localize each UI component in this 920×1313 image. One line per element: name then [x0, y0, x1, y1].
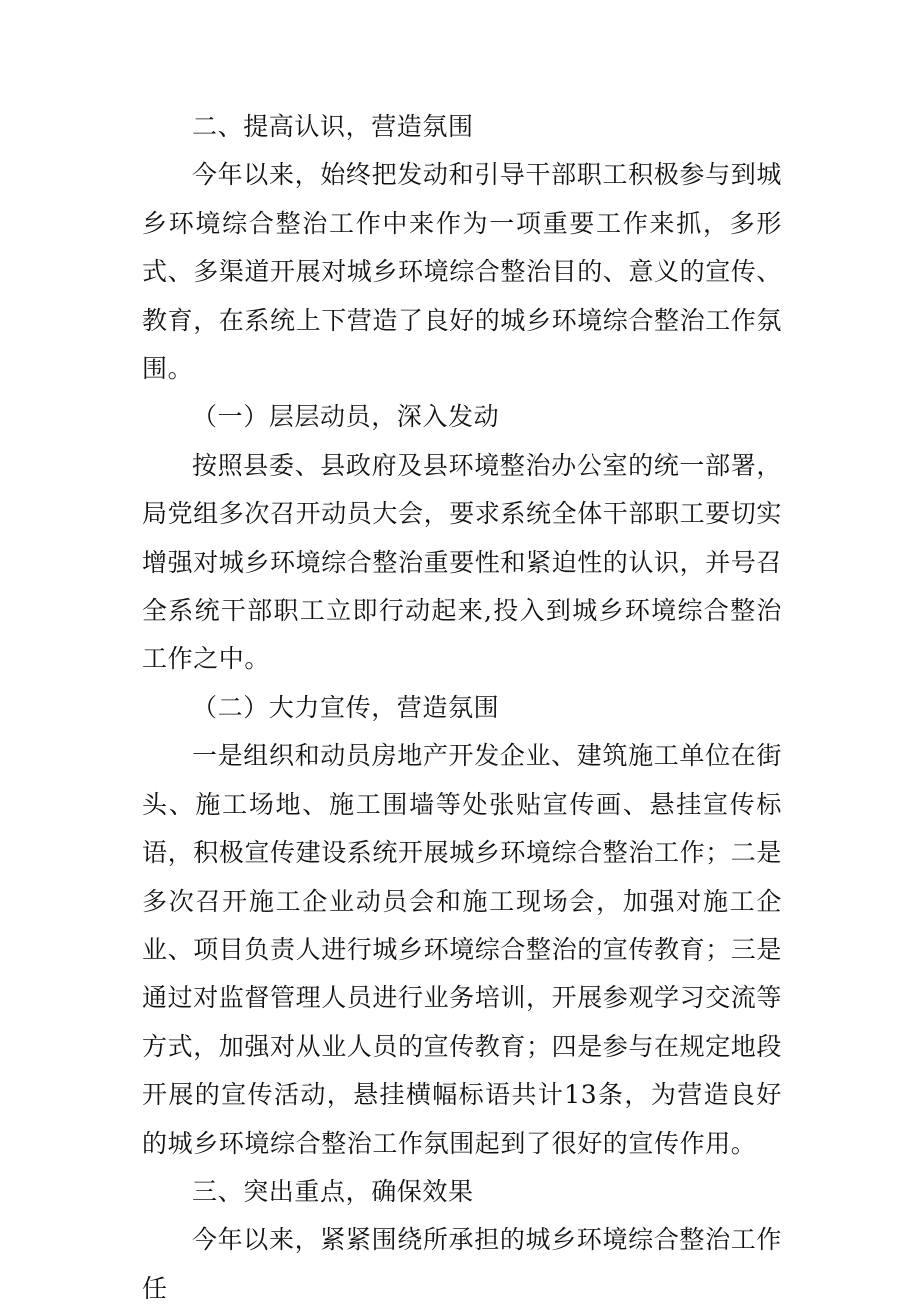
paragraph-mobilization: 按照县委、县政府及县环境整治办公室的统一部署，局党组多次召开动员大会，要求系统全体干部职工要切实增强对城乡环境综合整治重要性和紧迫性的认识，并号召全系统干部职工立即行动起来,投入到城乡环境综合整治工作之中。: [142, 450, 783, 674]
section-heading-2: 二、提高认识，营造氛围: [192, 112, 474, 141]
document-body: [142, 103, 782, 1313]
subheading-1: （一）层层动员，深入发动: [192, 402, 500, 432]
paragraph-publicity: 一是组织和动员房地产开发企业、建筑施工单位在街头、施工场地、施工围墙等处张贴宣传画、悬挂宣传标语，积极宣传建设系统开展城乡环境综合整治工作；二是多次召开施工企业动员会和施工现场会，加强对施工企业、项目负责人进行城乡环境综合整治的宣传教育；三是通过对监督管理人员进行业务培训，开展参观学习交流等方式，加强对从业人员的宣传教育；四是参与在规定地段开展的宣传活动，悬挂横幅标语共计13条，为营造良好的城乡环境综合整治工作氛围起到了很好的宣传作用。: [142, 741, 783, 1158]
paragraph-intro: 今年以来，始终把发动和引导干部职工积极参与到城乡环境综合整治工作中来作为一项重要工作来抓，多形式、多渠道开展对城乡环境综合整治目的、意义的宣传、教育，在系统上下营造了良好的城乡环境综合整治工作氛围。: [142, 160, 783, 384]
section-heading-3: 三、突出重点，确保效果: [192, 1176, 474, 1206]
subheading-2: （二）大力宣传，营造氛围: [192, 692, 500, 722]
paragraph-focus: 今年以来，紧紧围绕所承担的城乡环境综合整治工作任: [142, 1225, 782, 1303]
